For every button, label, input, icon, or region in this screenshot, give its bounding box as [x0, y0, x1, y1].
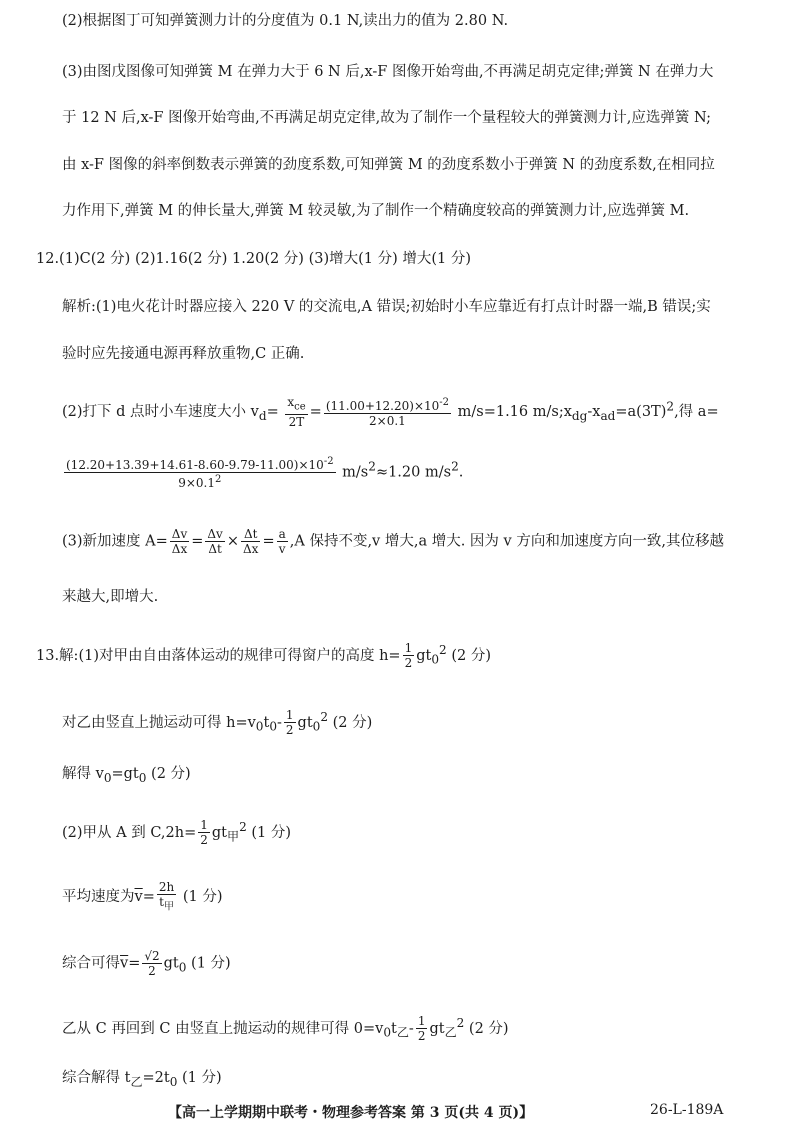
formula-line	[0, 707, 800, 737]
formula-line-acceleration	[0, 455, 800, 490]
sub: dg	[571, 409, 588, 424]
sub: 乙	[130, 1074, 143, 1089]
num: Δt	[241, 527, 260, 542]
text: (1 分)	[246, 824, 292, 841]
sub: 0	[178, 960, 187, 975]
text: 13.解:(1)对甲由自由落体运动的规律可得窗户的高度 h=	[36, 647, 401, 664]
text: gt	[429, 1020, 445, 1037]
text: (2 分)	[446, 647, 491, 664]
sup: 2	[456, 1016, 465, 1030]
den: Δt	[208, 542, 222, 556]
text: gt	[297, 714, 313, 731]
sub: 0	[103, 770, 112, 785]
sub: 0	[169, 1074, 178, 1089]
text: (3)新加速度 A=	[62, 533, 168, 550]
text: m/s	[337, 464, 369, 481]
sub: d	[258, 409, 267, 424]
num: 1	[285, 708, 294, 723]
fraction	[64, 455, 336, 490]
text: (2 分)	[328, 714, 373, 731]
num: (11.00+12.20)×10	[325, 399, 440, 414]
sup: 2	[320, 710, 329, 724]
text: =	[128, 955, 141, 972]
text: 综合解得 t	[62, 1070, 131, 1086]
den: 9×0.1	[178, 476, 215, 490]
text-line: 力作用下,弹簧 M 的伸长量大,弹簧 M 较灵敏,为了制作一个精确度较高的弹簧测力计,应选弹簧 M.	[62, 203, 690, 219]
sub: ad	[600, 409, 616, 424]
sub: 乙	[444, 1025, 457, 1040]
text: $\overline{v}$	[134, 889, 143, 906]
den: 2	[404, 656, 413, 671]
sub: 乙	[396, 1025, 409, 1040]
den: Δx	[171, 542, 188, 556]
den: 2×0.1	[369, 414, 406, 429]
text: (1 分)	[178, 889, 223, 906]
text-line: 于 12 N 后,x-F 图像开始弯曲,不再满足胡克定律,故为了制作一个量程较大的弹簧测力计,应选弹簧 N;	[62, 110, 712, 126]
text: =a(3T)	[615, 404, 667, 421]
text: (2 分)	[464, 1020, 509, 1037]
fraction	[241, 527, 260, 556]
text-line: 验时应先接通电源再释放重物,C 正确.	[62, 346, 305, 362]
text: gt	[163, 955, 179, 972]
text: (2)甲从 A 到 C,2h=	[62, 824, 197, 841]
den: t	[159, 895, 164, 909]
question-13-line	[0, 640, 800, 670]
num: √2	[144, 949, 160, 963]
fraction	[284, 708, 296, 737]
text: -	[408, 1020, 414, 1037]
formula-line-new-acceleration: (3)新加速度 A= $\frac{\Delta v}{\Delta x}$ = $\frac{\Delta v}{\Delta t}$ × $\frac{\Delta t}{\Delta x}$ = $\frac{a}{v}$ ,A 保持不变,v 增大,a 增大. 因为 v 方向和加速度方向一致,其位移越	[62, 527, 724, 556]
sub: 0	[383, 1025, 391, 1040]
footer-title: 【高一上学期期中联考・物理参考答案 第 3 页(共 4 页)】	[168, 1105, 534, 1121]
text: =	[266, 404, 279, 421]
num: 1	[417, 1014, 426, 1029]
sub: 甲	[227, 829, 240, 844]
num: 1	[200, 818, 208, 833]
num: Δv	[207, 527, 223, 541]
sup: 2	[451, 459, 459, 474]
text: gt	[416, 647, 432, 664]
fraction	[277, 527, 288, 556]
num: 1	[404, 641, 413, 656]
formula-line	[0, 1068, 800, 1092]
formula-line	[0, 949, 800, 978]
text: -	[277, 714, 282, 731]
text: (1 分)	[177, 1070, 222, 1086]
text-line: 解析:(1)电火花计时器应接入 220 V 的交流电,A 错误;初始时小车应靠近有打点计时器一端,B 错误;实	[62, 299, 711, 315]
text: =gt	[111, 766, 139, 782]
text: (1 分)	[186, 955, 231, 972]
question-12-answer: 12.(1)C(2 分) (2)1.16(2 分) 1.20(2 分) (3)增大(1 分) 增大(1 分)	[36, 251, 472, 267]
sup: 2	[666, 399, 675, 414]
text: (2)打下 d 点时小车速度大小 v	[62, 404, 259, 421]
text: 乙从 C 再回到 C 由竖直上抛运动的规律可得 0=v	[62, 1020, 384, 1037]
sup: 2	[368, 459, 376, 474]
formula-line	[0, 880, 800, 914]
den: 2	[148, 964, 156, 978]
sup: 2	[214, 474, 222, 485]
den: 2	[285, 723, 294, 738]
text: m/s=1.16 m/s;x	[453, 404, 572, 421]
formula-line-velocity: (2)打下 d 点时小车速度大小 $v_d=$ $\frac{x_{ce}}{2T}$ = $\frac{(11.00+12.20)\times 10^{-2}}{2\times 0.1}$ m/s=1.16 $m/s;x_{dg}-x_{ad}=a(3T)^2$,得 a=	[62, 395, 719, 430]
text: ,得 a=	[674, 404, 719, 421]
text: $\overline{v}$	[120, 955, 129, 972]
text-line: (3)由图戊图像可知弹簧 M 在弹力大于 6 N 后,x-F 图像开始弯曲,不再满足胡克定律;弹簧 N 在弹力大	[62, 64, 714, 80]
text: ×	[226, 533, 239, 550]
sub: 0	[138, 770, 147, 785]
text: gt	[211, 824, 227, 841]
den: 2	[417, 1029, 426, 1044]
den: 2T	[288, 415, 305, 430]
text: -x	[587, 404, 601, 421]
text: 综合可得	[62, 955, 120, 972]
sub: 0	[312, 719, 321, 734]
den: v	[278, 542, 286, 556]
formula-line	[0, 817, 800, 847]
text: 解得 v	[62, 766, 104, 782]
text-line: (2)根据图丁可知弹簧测力计的分度值为 0.1 N,读出力的值为 2.80 N.	[62, 13, 509, 29]
sup: -2	[439, 397, 450, 409]
fraction	[403, 641, 415, 670]
num: a	[278, 527, 286, 541]
num: Δv	[171, 527, 188, 541]
text: 平均速度为	[62, 889, 135, 906]
text: .	[458, 464, 464, 481]
formula-line	[0, 1013, 800, 1043]
fraction	[324, 396, 451, 428]
text: (2 分)	[146, 766, 191, 782]
sup: 2	[439, 643, 447, 657]
sub: 0	[431, 652, 440, 667]
text: =	[142, 889, 155, 906]
sup: 2	[239, 820, 247, 834]
fraction	[198, 818, 210, 847]
fraction	[170, 527, 189, 556]
den: 2	[200, 833, 208, 848]
text: =2t	[142, 1070, 170, 1086]
num: (12.20+13.39+14.61-8.60-9.79-11.00)×10	[66, 458, 324, 472]
text: ,A 保持不变,v 增大,a 增大. 因为 v 方向和加速度方向一致,其位移越	[289, 533, 724, 550]
text: t	[263, 714, 270, 731]
text: ≈1.20 m/s	[375, 464, 452, 481]
fraction	[157, 880, 176, 914]
sub: 甲	[163, 901, 174, 913]
text: 对乙由竖直上抛运动可得 h=v	[62, 714, 256, 731]
den: Δx	[243, 542, 259, 556]
footer-code: 26-L-189A	[650, 1102, 724, 1118]
fraction	[416, 1014, 428, 1043]
fraction	[142, 949, 161, 978]
fraction	[285, 395, 307, 429]
sub: 0	[255, 719, 264, 734]
sub: ce	[294, 401, 306, 413]
fraction	[205, 527, 224, 556]
text: t	[391, 1020, 397, 1037]
formula-line	[0, 764, 800, 788]
num: 2h	[158, 880, 175, 894]
num: x	[287, 395, 295, 409]
text-line: 由 x-F 图像的斜率倒数表示弹簧的劲度系数,可知弹簧 M 的劲度系数小于弹簧 N 的劲度系数,在相同拉	[62, 157, 715, 173]
sub: 0	[269, 719, 277, 734]
text-line: 来越大,即增大.	[62, 589, 159, 605]
sup: -2	[323, 456, 334, 467]
